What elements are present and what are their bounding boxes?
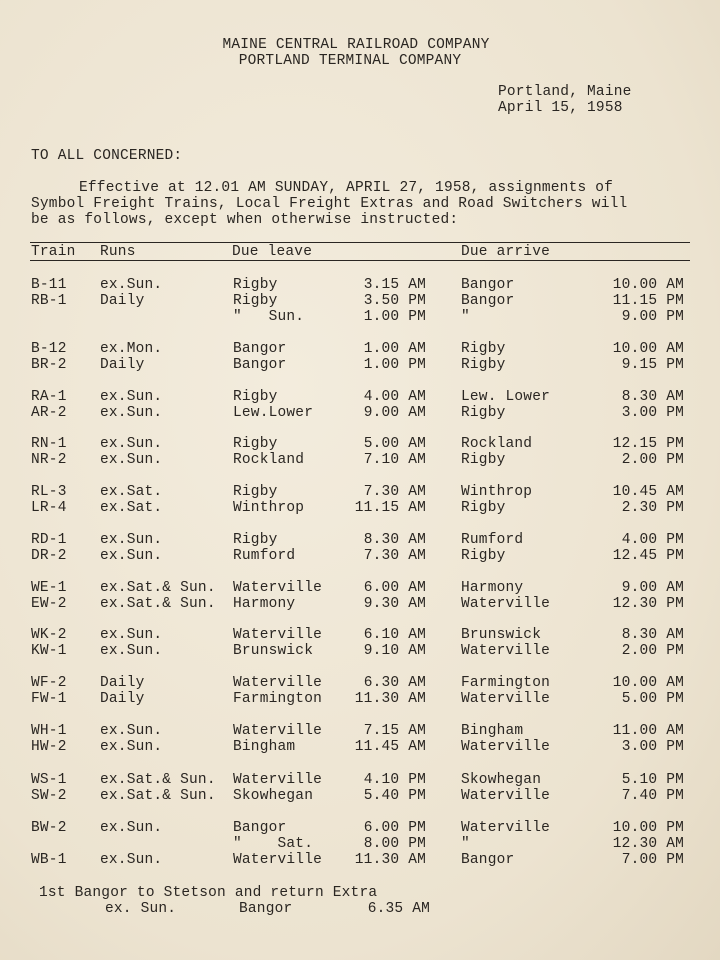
- arrive-time: 2.30 PM: [621, 500, 684, 516]
- leave-station: Waterville: [233, 627, 323, 643]
- arrive-time: 11.00 AM: [612, 723, 684, 739]
- leave-station: Lew.Lower: [233, 405, 314, 421]
- leave-time: 9.00 AM: [363, 405, 426, 421]
- leave-station: Bangor: [233, 341, 287, 357]
- leave-time: 8.00 PM: [363, 836, 426, 852]
- arrive-station: Rigby: [461, 341, 506, 357]
- arrive-station: Farmington: [461, 675, 551, 691]
- arrive-time: 10.00 AM: [612, 277, 684, 293]
- train-id: DR-2: [31, 548, 67, 564]
- arrive-station: Waterville: [461, 739, 551, 755]
- header-rule-top: [30, 242, 690, 243]
- train-id: RD-1: [31, 532, 67, 548]
- arrive-time: 7.40 PM: [621, 788, 684, 804]
- footer-leave-time: 6.35 AM: [367, 901, 430, 917]
- arrive-time: 2.00 PM: [621, 643, 684, 659]
- leave-time: 1.00 PM: [363, 357, 426, 373]
- runs-days: ex.Sat.& Sun.: [100, 580, 216, 596]
- leave-time: 3.50 PM: [363, 293, 426, 309]
- train-id: WH-1: [31, 723, 67, 739]
- footer-line-1: 1st Bangor to Stetson and return Extra: [39, 885, 378, 901]
- runs-days: ex.Sat.& Sun.: [100, 596, 216, 612]
- arrive-time: 5.00 PM: [621, 691, 684, 707]
- train-id: SW-2: [31, 788, 67, 804]
- arrive-time: 5.10 PM: [621, 772, 684, 788]
- arrive-station: Waterville: [461, 643, 551, 659]
- runs-days: ex.Sun.: [100, 277, 163, 293]
- leave-time: 9.10 AM: [363, 643, 426, 659]
- leave-station: " Sat.: [233, 836, 314, 852]
- leave-time: 1.00 PM: [363, 309, 426, 325]
- runs-days: ex.Sat.: [100, 500, 163, 516]
- footer-from: Bangor: [239, 901, 293, 917]
- arrive-station: Rigby: [461, 548, 506, 564]
- body-line-3: be as follows, except when otherwise instructed:: [31, 212, 459, 228]
- leave-time: 6.30 AM: [363, 675, 426, 691]
- leave-station: Waterville: [233, 723, 323, 739]
- leave-time: 11.45 AM: [354, 739, 426, 755]
- leave-station: Skowhegan: [233, 788, 314, 804]
- place-line: Portland, Maine: [498, 84, 632, 100]
- train-id: WK-2: [31, 627, 67, 643]
- runs-days: ex.Sun.: [100, 643, 163, 659]
- arrive-station: Rigby: [461, 452, 506, 468]
- leave-time: 11.30 AM: [354, 852, 426, 868]
- arrive-time: 10.45 AM: [612, 484, 684, 500]
- runs-days: Daily: [100, 691, 145, 707]
- arrive-station: Bangor: [461, 277, 515, 293]
- arrive-time: 10.00 PM: [612, 820, 684, 836]
- leave-time: 4.10 PM: [363, 772, 426, 788]
- arrive-time: 4.00 PM: [621, 532, 684, 548]
- arrive-station: Waterville: [461, 820, 551, 836]
- company-name-1: MAINE CENTRAL RAILROAD COMPANY: [222, 37, 490, 53]
- runs-days: ex.Sun.: [100, 852, 163, 868]
- runs-days: ex.Sat.& Sun.: [100, 788, 216, 804]
- arrive-station: Lew. Lower: [461, 389, 551, 405]
- arrive-time: 12.30 AM: [612, 836, 684, 852]
- train-id: EW-2: [31, 596, 67, 612]
- arrive-time: 2.00 PM: [621, 452, 684, 468]
- arrive-station: Skowhegan: [461, 772, 542, 788]
- runs-days: ex.Sun.: [100, 389, 163, 405]
- leave-station: Rigby: [233, 293, 278, 309]
- leave-time: 5.00 AM: [363, 436, 426, 452]
- arrive-station: Bangor: [461, 852, 515, 868]
- train-id: B-11: [31, 277, 67, 293]
- arrive-station: Waterville: [461, 596, 551, 612]
- arrive-time: 12.45 PM: [612, 548, 684, 564]
- leave-station: Rumford: [233, 548, 296, 564]
- arrive-time: 8.30 AM: [621, 389, 684, 405]
- arrive-station: Brunswick: [461, 627, 542, 643]
- runs-days: ex.Sun.: [100, 548, 163, 564]
- arrive-time: 3.00 PM: [621, 739, 684, 755]
- train-id: FW-1: [31, 691, 67, 707]
- leave-station: Rigby: [233, 532, 278, 548]
- arrive-time: 12.30 PM: [612, 596, 684, 612]
- arrive-time: 10.00 AM: [612, 341, 684, 357]
- leave-time: 11.15 AM: [354, 500, 426, 516]
- leave-time: 4.00 AM: [363, 389, 426, 405]
- col-header-runs: Runs: [100, 244, 136, 260]
- leave-station: Waterville: [233, 772, 323, 788]
- runs-days: ex.Sun.: [100, 532, 163, 548]
- train-id: RA-1: [31, 389, 67, 405]
- train-id: HW-2: [31, 739, 67, 755]
- arrive-time: 9.00 PM: [621, 309, 684, 325]
- arrive-station: Rockland: [461, 436, 533, 452]
- leave-time: 1.00 AM: [363, 341, 426, 357]
- arrive-station: Rigby: [461, 500, 506, 516]
- col-header-train: Train: [31, 244, 76, 260]
- arrive-time: 9.15 PM: [621, 357, 684, 373]
- arrive-time: 7.00 PM: [621, 852, 684, 868]
- leave-station: Bangor: [233, 820, 287, 836]
- body-line-1: Effective at 12.01 AM SUNDAY, APRIL 27, 1958, assignments of: [79, 180, 614, 196]
- runs-days: ex.Sun.: [100, 627, 163, 643]
- runs-days: ex.Sun.: [100, 405, 163, 421]
- leave-time: 6.00 PM: [363, 820, 426, 836]
- arrive-time: 8.30 AM: [621, 627, 684, 643]
- arrive-station: Rumford: [461, 532, 524, 548]
- train-id: WS-1: [31, 772, 67, 788]
- arrive-station: ": [461, 309, 470, 325]
- runs-days: ex.Sun.: [100, 739, 163, 755]
- leave-station: " Sun.: [233, 309, 305, 325]
- train-id: WB-1: [31, 852, 67, 868]
- leave-time: 7.15 AM: [363, 723, 426, 739]
- train-id: AR-2: [31, 405, 67, 421]
- train-id: KW-1: [31, 643, 67, 659]
- leave-station: Rigby: [233, 389, 278, 405]
- body-line-2: Symbol Freight Trains, Local Freight Extras and Road Switchers will: [31, 196, 628, 212]
- leave-station: Farmington: [233, 691, 323, 707]
- leave-time: 3.15 AM: [363, 277, 426, 293]
- arrive-station: Rigby: [461, 405, 506, 421]
- leave-time: 6.10 AM: [363, 627, 426, 643]
- arrive-station: Waterville: [461, 691, 551, 707]
- arrive-time: 9.00 AM: [621, 580, 684, 596]
- footer-runs: ex. Sun.: [105, 901, 177, 917]
- arrive-station: Bangor: [461, 293, 515, 309]
- company-name-2: PORTLAND TERMINAL COMPANY: [238, 53, 462, 69]
- runs-days: ex.Sat.& Sun.: [100, 772, 216, 788]
- train-id: NR-2: [31, 452, 67, 468]
- leave-station: Bingham: [233, 739, 296, 755]
- col-header-due-arrive: Due arrive: [461, 244, 551, 260]
- salutation: TO ALL CONCERNED:: [31, 148, 183, 164]
- train-id: RL-3: [31, 484, 67, 500]
- runs-days: ex.Sun.: [100, 723, 163, 739]
- leave-station: Rockland: [233, 452, 305, 468]
- leave-station: Rigby: [233, 484, 278, 500]
- runs-days: ex.Mon.: [100, 341, 163, 357]
- leave-station: Harmony: [233, 596, 296, 612]
- leave-station: Waterville: [233, 852, 323, 868]
- arrive-time: 11.15 PM: [612, 293, 684, 309]
- arrive-station: Harmony: [461, 580, 524, 596]
- leave-station: Rigby: [233, 277, 278, 293]
- leave-station: Winthrop: [233, 500, 305, 516]
- train-id: BW-2: [31, 820, 67, 836]
- col-header-due-leave: Due leave: [232, 244, 313, 260]
- runs-days: Daily: [100, 357, 145, 373]
- arrive-station: ": [461, 836, 470, 852]
- train-id: LR-4: [31, 500, 67, 516]
- arrive-station: Waterville: [461, 788, 551, 804]
- train-id: WF-2: [31, 675, 67, 691]
- runs-days: Daily: [100, 675, 145, 691]
- leave-time: 7.30 AM: [363, 548, 426, 564]
- runs-days: Daily: [100, 293, 145, 309]
- train-id: RB-1: [31, 293, 67, 309]
- arrive-station: Winthrop: [461, 484, 533, 500]
- leave-time: 11.30 AM: [354, 691, 426, 707]
- arrive-time: 10.00 AM: [612, 675, 684, 691]
- arrive-station: Rigby: [461, 357, 506, 373]
- arrive-station: Bingham: [461, 723, 524, 739]
- runs-days: ex.Sun.: [100, 436, 163, 452]
- leave-time: 6.00 AM: [363, 580, 426, 596]
- runs-days: ex.Sat.: [100, 484, 163, 500]
- train-id: B-12: [31, 341, 67, 357]
- arrive-time: 3.00 PM: [621, 405, 684, 421]
- train-id: BR-2: [31, 357, 67, 373]
- runs-days: ex.Sun.: [100, 820, 163, 836]
- leave-station: Bangor: [233, 357, 287, 373]
- header-rule-bottom: [30, 260, 690, 261]
- leave-station: Brunswick: [233, 643, 314, 659]
- runs-days: ex.Sun.: [100, 452, 163, 468]
- train-id: RN-1: [31, 436, 67, 452]
- leave-station: Waterville: [233, 580, 323, 596]
- leave-time: 8.30 AM: [363, 532, 426, 548]
- leave-time: 9.30 AM: [363, 596, 426, 612]
- leave-time: 5.40 PM: [363, 788, 426, 804]
- date-line: April 15, 1958: [498, 100, 623, 116]
- leave-time: 7.30 AM: [363, 484, 426, 500]
- arrive-time: 12.15 PM: [612, 436, 684, 452]
- leave-station: Rigby: [233, 436, 278, 452]
- leave-time: 7.10 AM: [363, 452, 426, 468]
- leave-station: Waterville: [233, 675, 323, 691]
- train-id: WE-1: [31, 580, 67, 596]
